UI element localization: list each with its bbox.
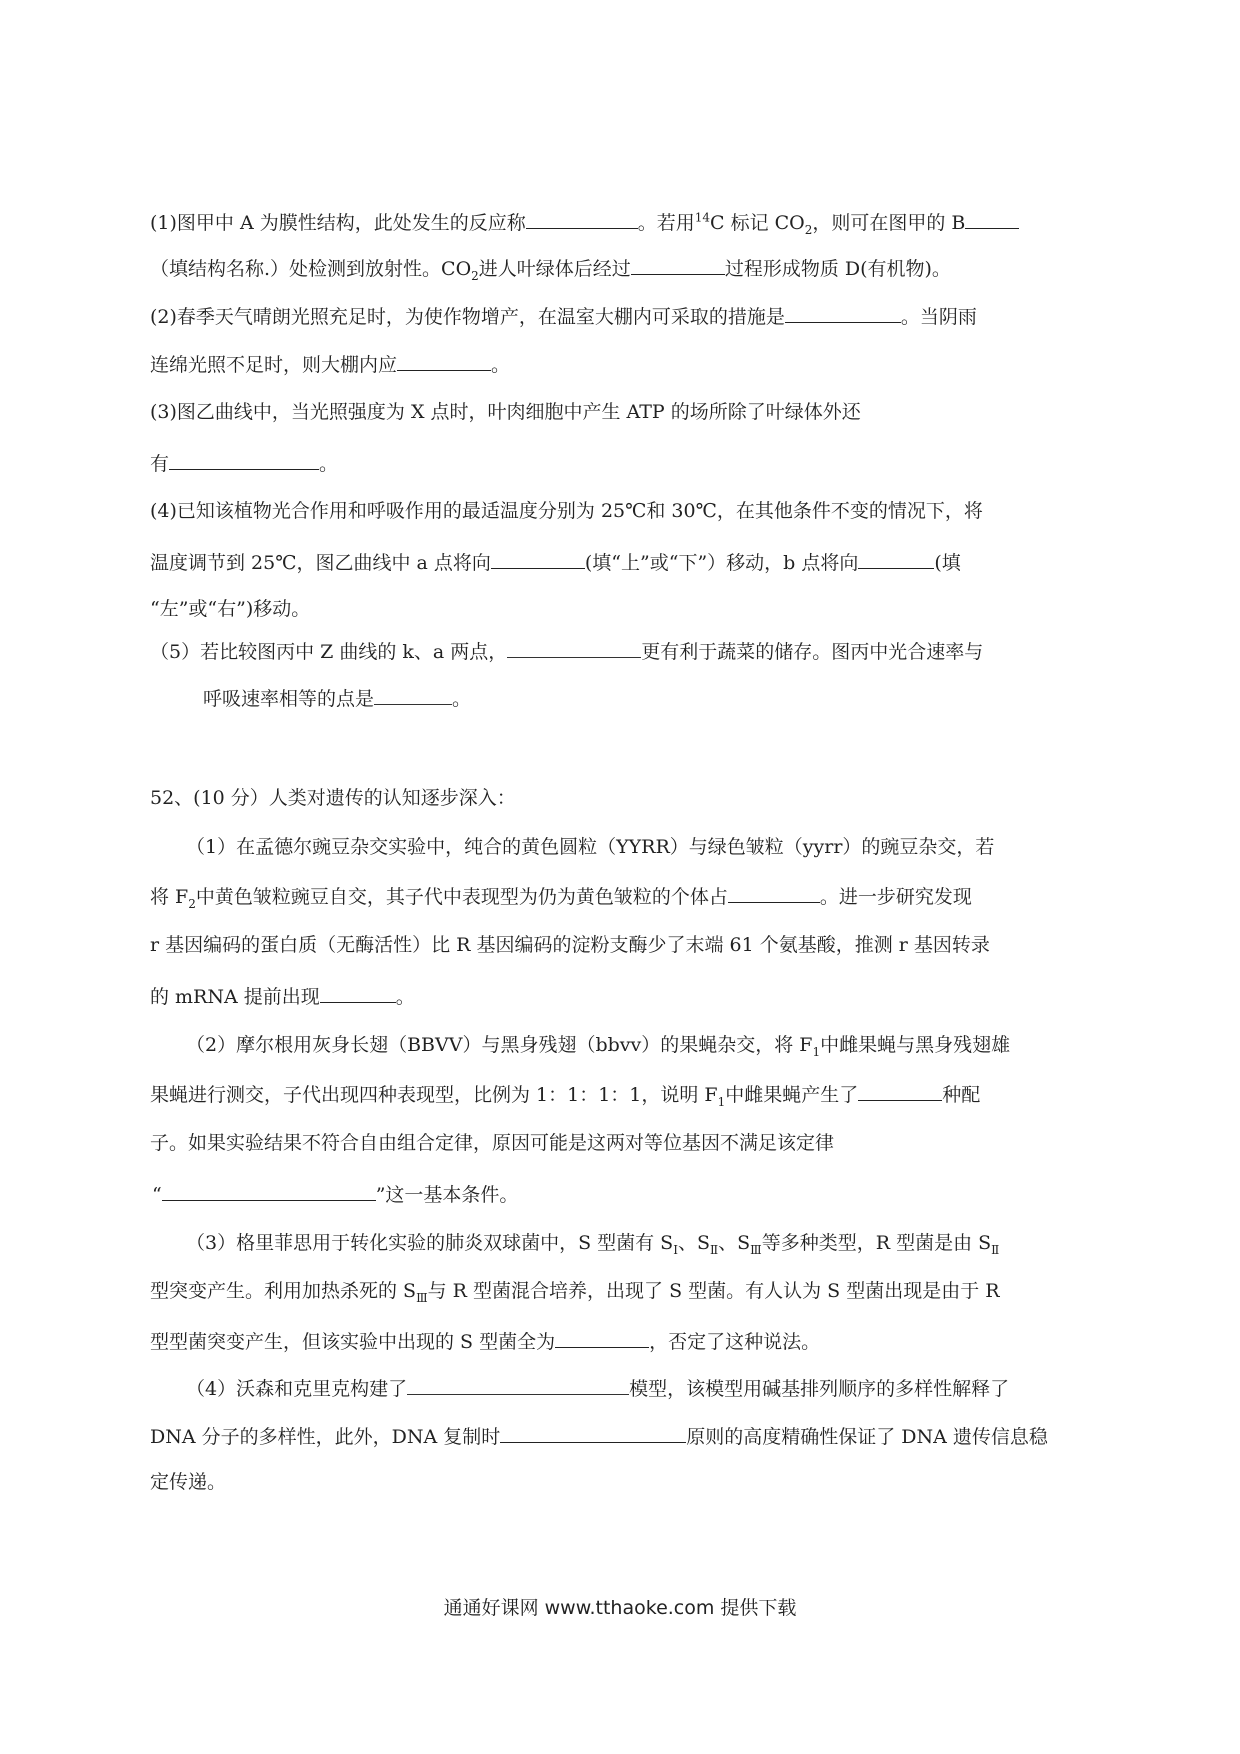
q51-p4-line3	[150, 594, 310, 624]
answer-blank[interactable]	[965, 206, 1019, 229]
text: （2）摩尔根用灰身长翅（BBVV）与黑身残翅（bbvv）的果蝇杂交，将 F	[186, 1034, 813, 1056]
text: DNA 分子的多样性，此外，DNA 复制时	[150, 1426, 501, 1448]
q51-p3-line1	[150, 397, 861, 427]
q51-p4-line2	[150, 546, 961, 578]
text: r 基因编码的蛋白质（无酶活性）比 R 基因编码的淀粉支酶少了末端 61 个氨基酸，推测 r 基因转录	[150, 934, 990, 956]
text: 等多种类型，R 型菌是由 S	[761, 1232, 992, 1254]
q52-s3-line1	[186, 1228, 999, 1258]
answer-blank[interactable]	[320, 980, 396, 1003]
answer-blank[interactable]	[407, 1372, 629, 1395]
text: 、S	[677, 1232, 710, 1254]
answer-blank[interactable]	[374, 682, 452, 705]
q51-p5-line1	[150, 635, 983, 667]
answer-blank[interactable]	[555, 1325, 649, 1348]
text: 中雌果蝇产生了	[725, 1084, 859, 1106]
text: 。	[395, 986, 415, 1008]
text: 、S	[718, 1232, 751, 1254]
text: (填	[934, 552, 961, 574]
text: (3)图乙曲线中，当光照强度为 X 点时，叶肉细胞中产生 ATP 的场所除了叶绿体外还	[150, 401, 861, 423]
text: 52、(10 分）人类对遗传的认知逐步深入：	[150, 787, 516, 809]
superscript: 14	[694, 210, 711, 225]
text: 子。如果实验结果不符合自由组合定律，原因可能是这两对等位基因不满足该定律	[150, 1132, 835, 1154]
subscript: Ⅱ	[709, 1242, 719, 1257]
text: 模型，该模型用碱基排列顺序的多样性解释了	[629, 1378, 1010, 1400]
text: （4）沃森和克里克构建了	[186, 1378, 408, 1400]
answer-blank[interactable]	[169, 447, 319, 470]
answer-blank[interactable]	[162, 1178, 376, 1201]
answer-blank[interactable]	[500, 1420, 686, 1443]
q52-s2-line1	[186, 1030, 1010, 1060]
text: (填“上”或“下”）移动，b 点将向	[584, 552, 859, 574]
text: 。若用	[637, 212, 695, 234]
text: 。	[491, 354, 511, 376]
q52-s4-line3	[150, 1467, 226, 1497]
text: 。	[319, 453, 339, 475]
text: 呼吸速率相等的点是	[203, 688, 375, 710]
q52-s4-line1	[186, 1372, 1009, 1404]
q52-s1-line3	[150, 930, 990, 960]
text: （5）若比较图丙中 Z 曲线的 k、a 两点，	[150, 641, 508, 663]
text: ，则可在图甲的 B	[812, 212, 966, 234]
q51-p2-line2	[150, 348, 510, 380]
text: “左”或“右”)移动。	[150, 598, 311, 620]
q52-s4-line2	[150, 1420, 1048, 1452]
answer-blank[interactable]	[785, 300, 901, 323]
subscript: 2	[188, 896, 196, 911]
q51-p1-line1	[150, 206, 1019, 238]
q51-p3-line2	[150, 447, 338, 479]
answer-blank[interactable]	[491, 546, 585, 569]
text: ，否定了这种说法。	[649, 1331, 821, 1353]
subscript: 1	[717, 1094, 726, 1109]
q52-heading	[150, 783, 516, 813]
footer-credit: 通通好课网 www.tthaoke.com 提供下载	[443, 1597, 797, 1619]
text: ”这一基本条件。	[375, 1184, 519, 1206]
q51-p1-line2	[150, 252, 951, 284]
text: 型型菌突变产生，但该实验中出现的 S 型菌全为	[150, 1331, 556, 1353]
q52-s2-line3	[150, 1128, 834, 1158]
text: 的 mRNA 提前出现	[150, 986, 320, 1008]
text: 与 R 型菌混合培养，出现了 S 型菌。有人认为 S 型菌出现是由于 R	[427, 1280, 1000, 1302]
text: 有	[150, 453, 170, 475]
text: (2)春季天气晴朗光照充足时，为使作物增产，在温室大棚内可采取的措施是	[150, 306, 785, 328]
text: （填结构名称.）处检测到放射性。CO	[150, 258, 472, 280]
text: 种配	[942, 1084, 981, 1106]
text: C 标记 CO	[710, 212, 805, 234]
text: 温度调节到 25℃，图乙曲线中 a 点将向	[150, 552, 491, 574]
text: “	[152, 1184, 162, 1206]
answer-blank[interactable]	[858, 546, 934, 569]
text: 连绵光照不足时，则大棚内应	[150, 354, 398, 376]
text: 型突变产生。利用加热杀死的 S	[150, 1280, 417, 1302]
q51-p2-line1	[150, 300, 977, 332]
text: 更有利于蔬菜的储存。图丙中光合速率与	[641, 641, 984, 663]
subscript: 2	[804, 222, 813, 237]
text: 原则的高度精确性保证了 DNA 遗传信息稳	[686, 1426, 1048, 1448]
text: 进人叶绿体后经过	[478, 258, 631, 280]
text: 中雌果蝇与黑身残翅雄	[820, 1034, 1011, 1056]
text: 。当阴雨	[900, 306, 977, 328]
answer-blank[interactable]	[728, 880, 820, 903]
answer-blank[interactable]	[507, 635, 641, 658]
q52-s3-line3	[150, 1325, 820, 1357]
text: (4)已知该植物光合作用和呼吸作用的最适温度分别为 25℃和 30℃，在其他条件不变的情况下，将	[150, 500, 983, 522]
subscript: Ⅰ	[673, 1242, 678, 1257]
subscript: 2	[471, 268, 479, 283]
text: (1)图甲中 A 为膜性结构，此处发生的反应称	[150, 212, 526, 234]
text: 。进一步研究发现	[819, 886, 972, 908]
subscript: 1	[812, 1044, 821, 1059]
subscript: Ⅲ	[416, 1290, 428, 1305]
text: 。	[452, 688, 472, 710]
q52-s2-line2	[150, 1078, 980, 1110]
q51-p5-line2	[203, 682, 471, 714]
text: （1）在孟德尔豌豆杂交实验中，纯合的黄色圆粒（YYRR）与绿色皱粒（yyrr）的豌豆杂交，若	[186, 836, 995, 858]
text: 过程形成物质 D(有机物)。	[724, 258, 951, 280]
q52-s1-line2	[150, 880, 972, 912]
subscript: Ⅲ	[750, 1242, 762, 1257]
q52-s1-line4	[150, 980, 415, 1012]
q52-s2-line4	[152, 1178, 518, 1210]
text: 定传递。	[150, 1471, 227, 1493]
answer-blank[interactable]	[858, 1078, 942, 1101]
text: 将 F	[150, 886, 189, 908]
answer-blank[interactable]	[526, 206, 638, 229]
q52-s1-line1	[186, 832, 994, 862]
answer-blank[interactable]	[631, 252, 725, 275]
q52-s3-line2	[150, 1276, 1000, 1306]
text: 中黄色皱粒豌豆自交，其子代中表现型为仍为黄色皱粒的个体占	[195, 886, 728, 908]
text: （3）格里菲思用于转化实验的肺炎双球菌中，S 型菌有 S	[186, 1232, 674, 1254]
text: 果蝇进行测交，子代出现四种表现型，比例为 1：1：1：1，说明 F	[150, 1084, 718, 1106]
q51-p4-line1	[150, 496, 983, 526]
answer-blank[interactable]	[397, 348, 491, 371]
subscript: Ⅱ	[991, 1242, 1000, 1257]
